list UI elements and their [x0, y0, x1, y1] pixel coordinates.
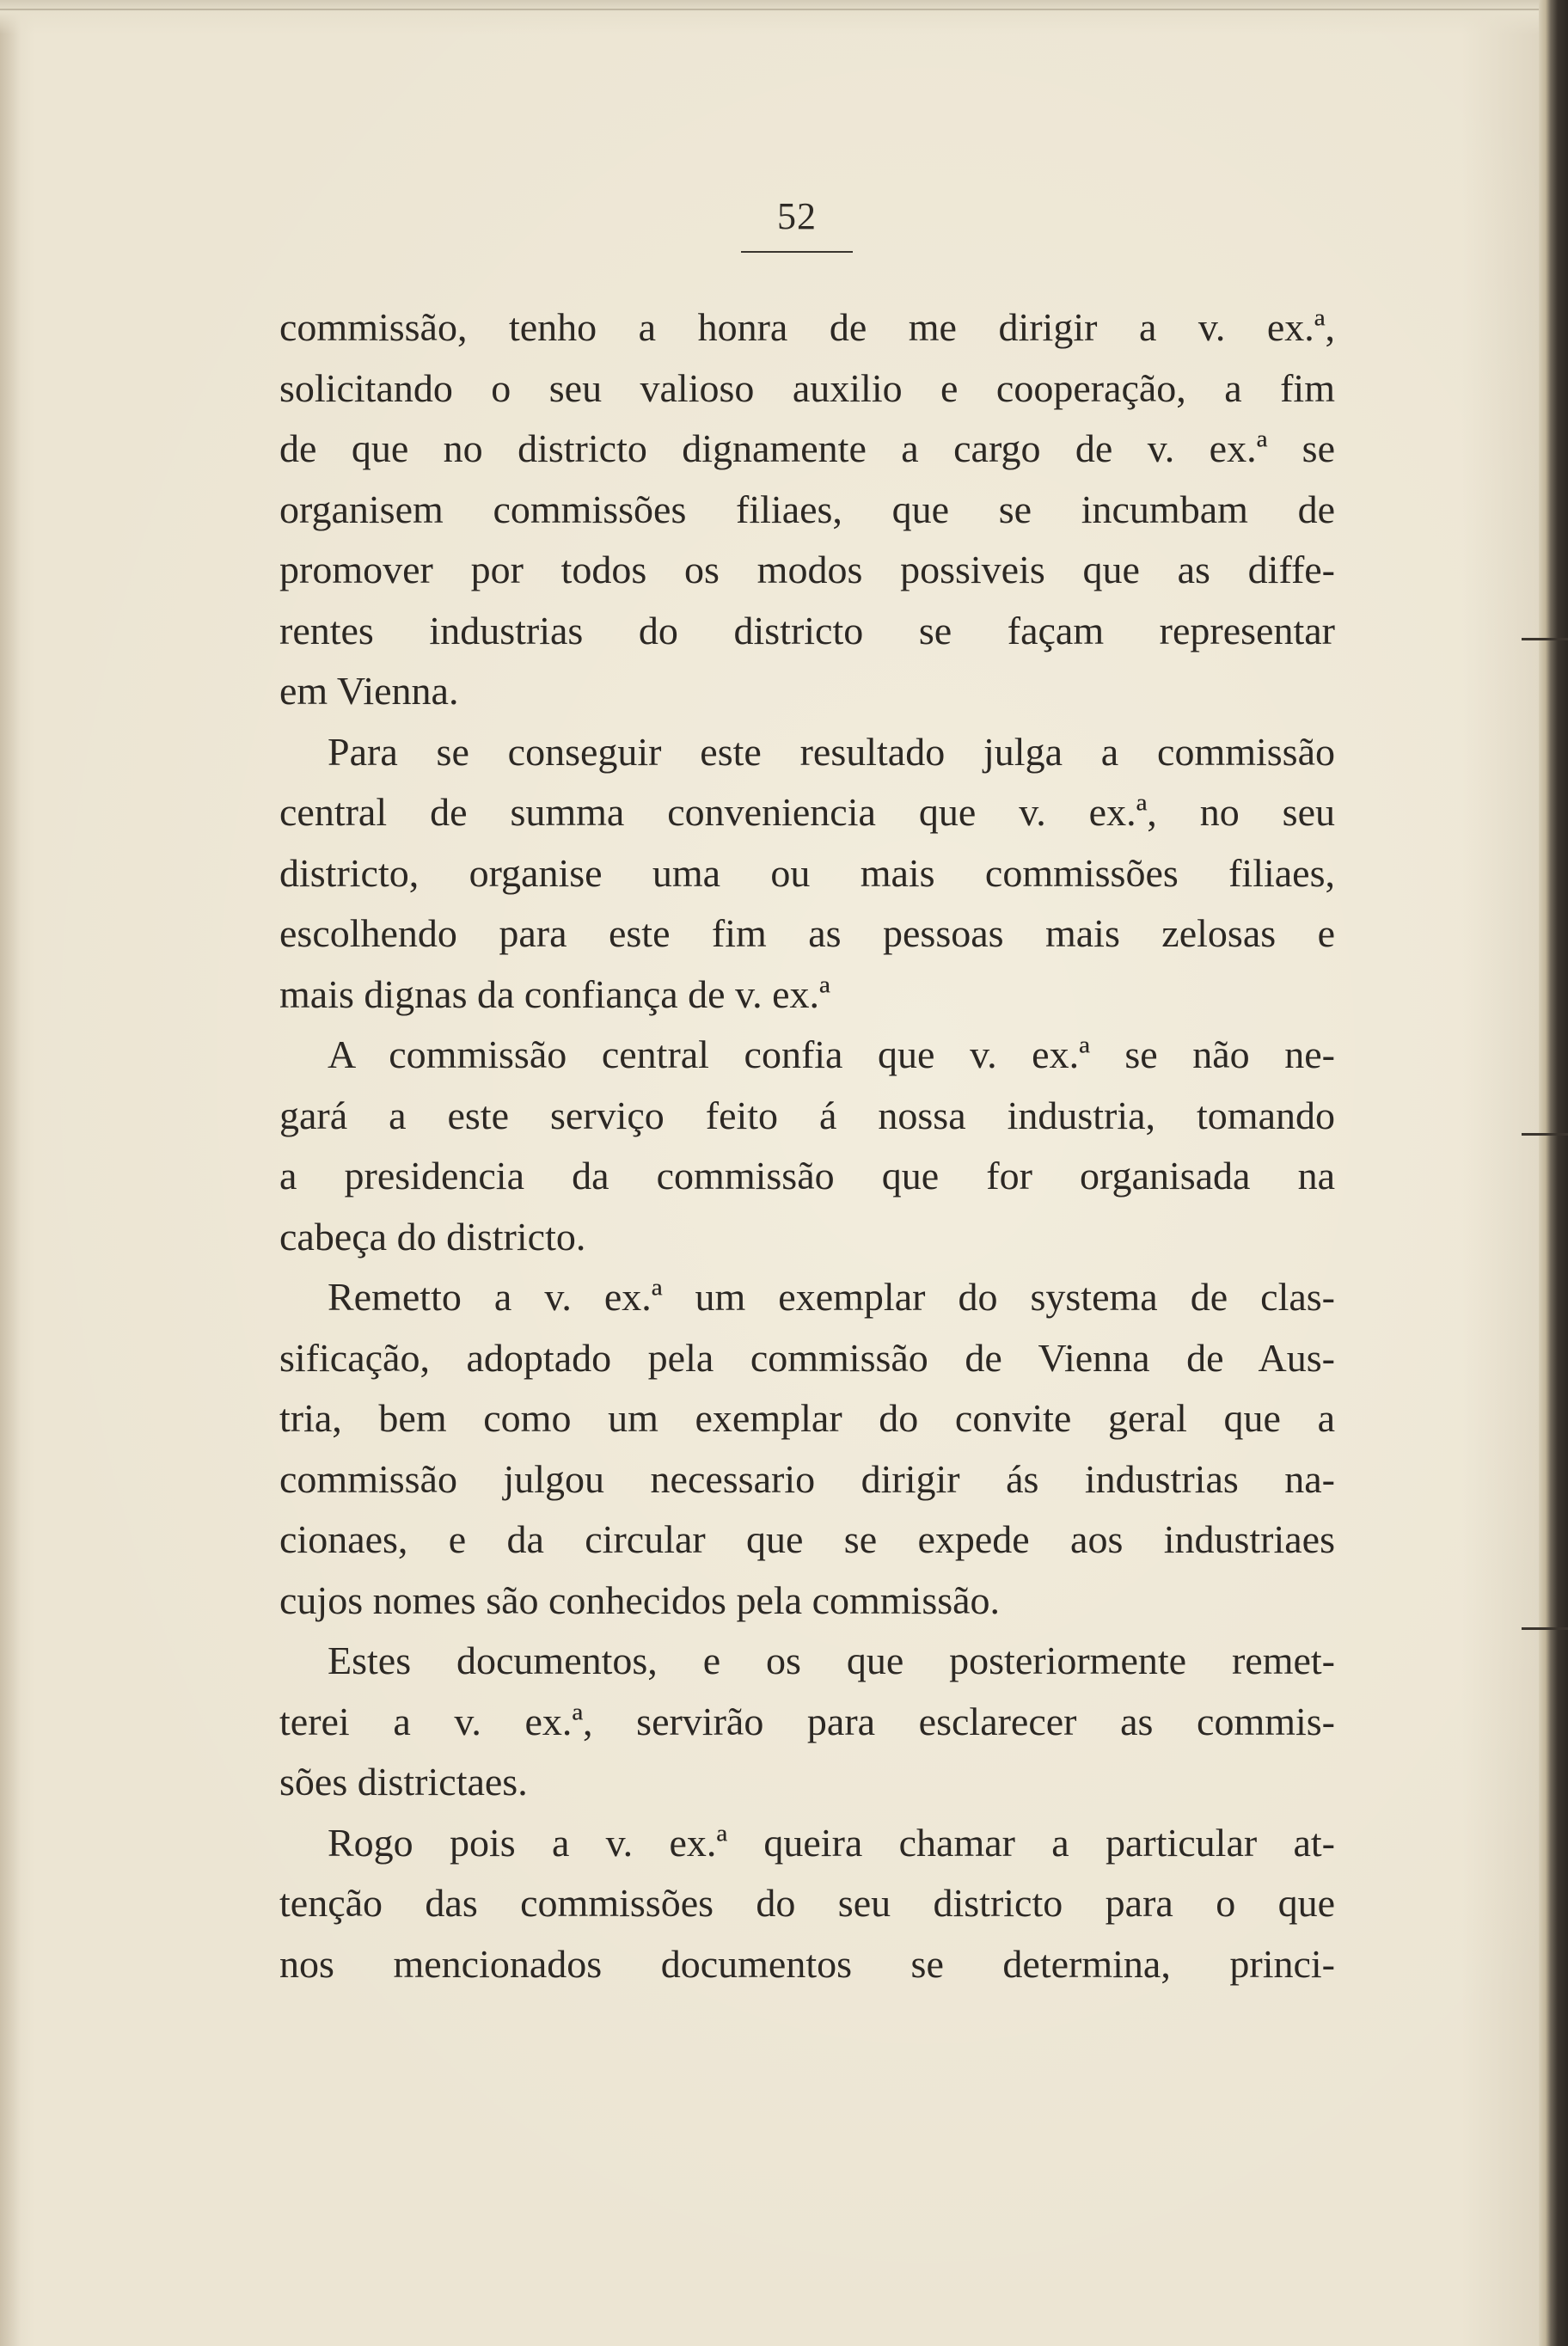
- text-line: escolhendo para este fim as pessoas mais zelosas e: [279, 911, 1335, 955]
- text-line: districto, organise uma ou mais commissões filiaes,: [279, 850, 1335, 895]
- text-line: cionaes, e da circular que se expede aos industriaes: [279, 1517, 1335, 1561]
- text-line: sões districtaes.: [279, 1760, 528, 1804]
- text-line: Estes documentos, e os que posteriormente remet-: [328, 1639, 1335, 1682]
- text-line: organisem commissões filiaes, que se incumbam de: [279, 487, 1335, 531]
- page-right-edge: [1539, 0, 1568, 2346]
- text-line: de que no districto dignamente a cargo de v. ex.ª se: [279, 426, 1335, 470]
- text-line: em Vienna.: [279, 669, 459, 713]
- text-line: promover por todos os modos possiveis que as diffe-: [279, 548, 1335, 591]
- text-line: Rogo pois a v. ex.ª queira chamar a particular at-: [328, 1820, 1335, 1865]
- edge-mark: [1522, 1133, 1568, 1136]
- text-line: central de summa conveniencia que v. ex.ª, no seu: [279, 790, 1335, 834]
- text-line: rentes industrias do districto se façam representar: [279, 608, 1335, 652]
- text-line: commissão julgou necessario dirigir ás industrias na-: [279, 1456, 1335, 1501]
- text-line: Para se conseguir este resultado julga a commissão: [328, 729, 1335, 774]
- text-line: a presidencia da commissão que for organisada na: [279, 1154, 1335, 1198]
- text-line: gará a este serviço feito á nossa industria, tomando: [279, 1093, 1335, 1137]
- text-line: tria, bem como um exemplar do convite geral que a: [279, 1396, 1335, 1440]
- text-line: tenção das commissões do seu districto para o que: [279, 1881, 1335, 1925]
- page-top-edge-line: [0, 9, 1539, 10]
- edge-mark: [1522, 638, 1568, 640]
- page-number-rule: [741, 251, 853, 253]
- body-text: [279, 297, 1335, 1994]
- text-line: Remetto a v. ex.ª um exemplar do systema de clas-: [328, 1275, 1335, 1319]
- edge-mark: [1522, 1627, 1568, 1630]
- page-number: 52: [777, 195, 817, 237]
- text-line: cabeça do districto.: [279, 1214, 586, 1259]
- text-line: cujos nomes são conhecidos pela commissão.: [279, 1577, 1001, 1622]
- text-line: mais dignas da confiança de v. ex.ª: [279, 971, 830, 1016]
- page-top-edge: [0, 0, 1539, 34]
- text-line: nos mencionados documentos se determina, princi-: [279, 1941, 1335, 1986]
- page-gutter-shadow: [0, 0, 21, 2346]
- text-line: sificação, adoptado pela commissão de Vienna de Aus-: [279, 1335, 1335, 1380]
- text-line: commissão, tenho a honra de me dirigir a v. ex.ª,: [279, 305, 1335, 349]
- text-line: solicitando o seu valioso auxilio e cooperação, a fim: [279, 365, 1335, 410]
- text-line: terei a v. ex.ª, servirão para esclarecer as commis-: [279, 1699, 1335, 1743]
- text-line: A commissão central confia que v. ex.ª se não ne-: [328, 1032, 1335, 1076]
